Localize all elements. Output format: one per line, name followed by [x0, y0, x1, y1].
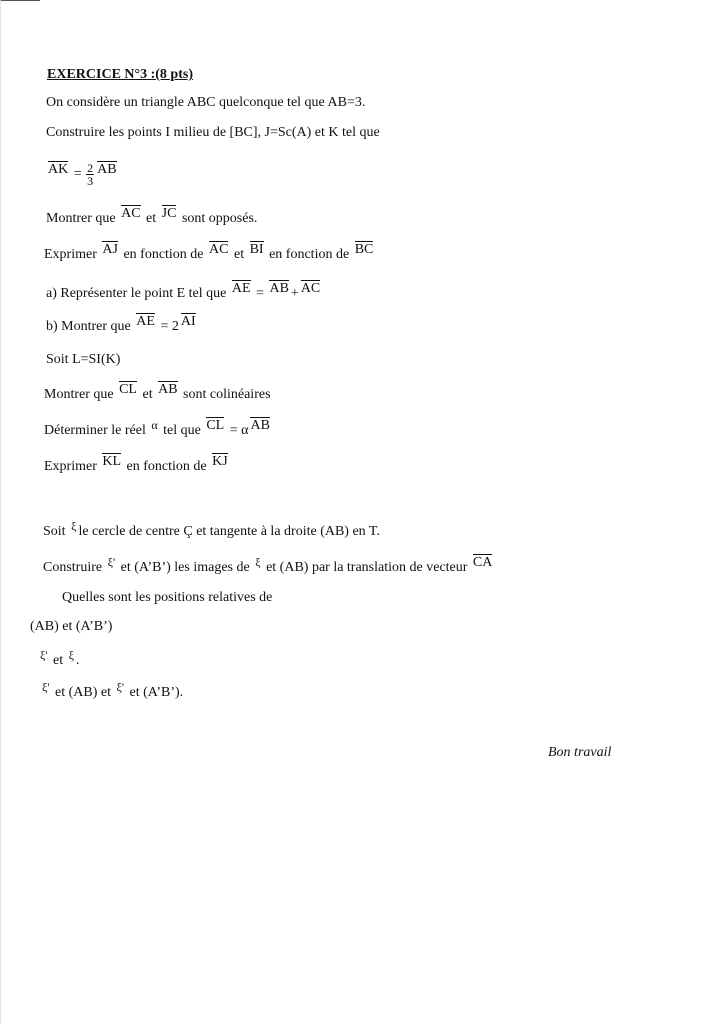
signoff: Bon travail [548, 745, 612, 760]
vector-ab: AB [269, 281, 289, 296]
exercise-line [44, 454, 230, 476]
math-symbol: ξ [71, 519, 77, 533]
vector-ab: AB [158, 382, 178, 397]
exercise-line [46, 351, 120, 369]
text: Construire les points I milieu de [BC], J=Sc(A) et K tel que [46, 125, 380, 140]
text: le cercle de centre Ç et tangente à la droite (AB) en T. [78, 524, 380, 539]
exercise-line [43, 519, 380, 541]
vector-ac: AC [121, 206, 141, 221]
exercise-line [62, 589, 272, 607]
text: Exprimer [44, 459, 101, 474]
vector-kj: KJ [212, 454, 228, 469]
vector-ae: AE [136, 314, 155, 329]
math-symbol: ξ [255, 555, 261, 569]
text: et (AB) et [51, 685, 115, 700]
text: + [290, 286, 299, 301]
text: et (A’B’) les images de [117, 560, 254, 575]
vector-ae: AE [231, 281, 251, 296]
math-symbol: ξ [68, 648, 74, 662]
text: sont colinéaires [179, 387, 271, 402]
vector-kl: KL [102, 454, 122, 469]
text: Construire [43, 560, 106, 575]
math-symbol: ξ' [116, 680, 125, 694]
text: et (AB) par la translation de vecteur [262, 560, 471, 575]
scan-edge-mark [0, 0, 40, 1]
vector-cl: CL [206, 418, 225, 433]
text: et [142, 211, 160, 226]
exercise-line [44, 418, 272, 440]
text: et [49, 653, 67, 668]
text: en fonction de [119, 247, 208, 262]
vector-aj: AJ [102, 242, 118, 257]
fraction-denominator: 3 [87, 174, 94, 188]
text: . [75, 653, 80, 668]
vector-ak: AK [48, 161, 69, 177]
vector-bi: BI [249, 242, 264, 257]
math-symbol: ξ' [42, 680, 50, 694]
exercise-title: EXERCICE N°3 :(8 pts) [47, 67, 193, 82]
exercise-line [46, 124, 380, 142]
exercise-line [46, 206, 258, 228]
vector-bc: BC [354, 242, 374, 257]
text: On considère un triangle ABC quelconque tel que AB=3. [46, 95, 366, 110]
vector-ca: CA [472, 555, 493, 570]
vector-ab: AB [250, 418, 270, 433]
text: = 2 [156, 319, 179, 334]
exercise-line [40, 680, 184, 702]
text: Soit [43, 524, 70, 539]
fraction-numerator: 2 [87, 161, 94, 175]
vector-ai: AI [180, 314, 196, 329]
text: Quelles sont les positions relatives de [62, 590, 273, 605]
exercise-line [43, 555, 494, 577]
text: b) Montrer que [46, 319, 135, 334]
exercise-line [46, 281, 322, 303]
vector-ab: AB [97, 161, 117, 177]
text: et [138, 387, 157, 402]
vector-ac: AC [300, 281, 321, 296]
math-symbol: α [151, 418, 158, 432]
text: = [252, 286, 268, 301]
text: Exprimer [44, 247, 101, 262]
exercise-line [38, 648, 80, 670]
text: Montrer que [44, 387, 118, 402]
exercise-line [30, 618, 112, 636]
exercise-line [46, 94, 365, 112]
math-symbol: ξ' [40, 648, 48, 662]
fraction [86, 162, 94, 187]
math-symbol: ξ' [107, 555, 116, 569]
text: = α [226, 423, 249, 438]
exercise-line [46, 162, 119, 187]
exercise-line [44, 242, 375, 264]
exercise-line [44, 382, 271, 404]
vector-cl: CL [119, 382, 137, 397]
text: Soit L=SI(K) [46, 352, 121, 367]
text: sont opposés. [178, 211, 258, 226]
text: tel que [159, 423, 205, 438]
text: Déterminer le réel [44, 423, 150, 438]
text: en fonction de [123, 459, 211, 474]
text: = [70, 166, 86, 182]
vector-jc: JC [161, 206, 177, 221]
text: a) Représenter le point E tel que [46, 286, 230, 301]
text: et (A’B’). [126, 685, 184, 700]
text: et [230, 247, 248, 262]
exercise-line [46, 314, 198, 336]
vector-ac: AC [209, 242, 229, 257]
text: (AB) et (A’B’) [30, 619, 113, 634]
text: Montrer que [46, 211, 120, 226]
text: en fonction de [265, 247, 353, 262]
scan-left-border [0, 0, 2, 1024]
